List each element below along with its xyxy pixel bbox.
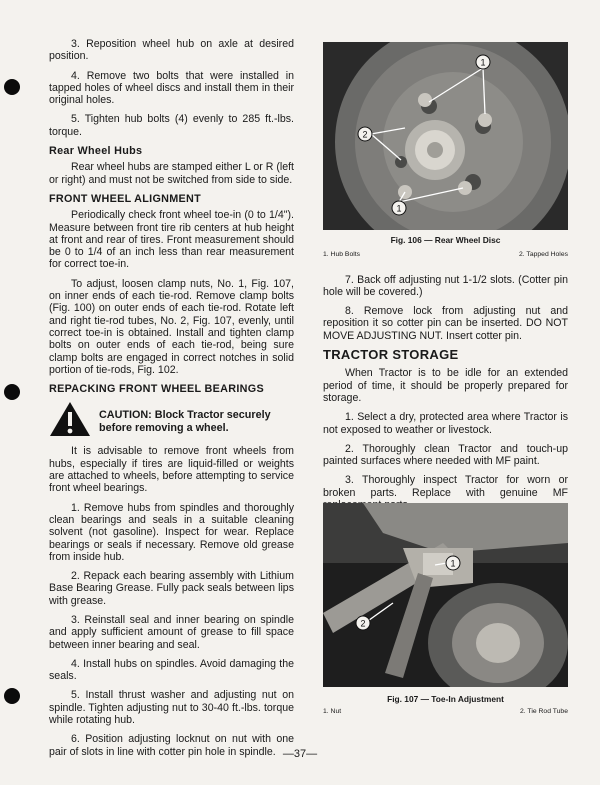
binder-hole-middle bbox=[4, 384, 20, 400]
warning-triangle-icon bbox=[49, 401, 91, 437]
repacking-step-5: 5. Install thrust washer and adjusting nut on spindle. Tighten adjusting nut to 30-40 ft.-lbs. torque while rotating hub. bbox=[49, 689, 294, 727]
right-column bbox=[323, 42, 568, 518]
fig107-callout-1: 1 bbox=[450, 558, 456, 569]
repacking-step-2: 2. Repack each bearing assembly with Lithium Base Bearing Grease. Fully pack seals between lips with grease. bbox=[49, 570, 294, 607]
alignment-heading: FRONT WHEEL ALIGNMENT bbox=[49, 192, 202, 205]
caution-text: CAUTION: Block Tractor securely before removing a wheel. bbox=[99, 409, 271, 434]
fig106-callout-1a: 1 bbox=[480, 57, 486, 68]
fig-107-caption: Fig. 107 — Toe-In Adjustment bbox=[387, 694, 504, 704]
storage-heading: TRACTOR STORAGE bbox=[323, 347, 459, 363]
repacking-step-6: 6. Position adjusting locknut on nut with one pair of slots in line with cotter pin hole in spindle. bbox=[49, 733, 294, 758]
binder-hole-bottom bbox=[4, 688, 20, 704]
fig-106-legend bbox=[323, 249, 568, 261]
storage-intro: When Tractor is to be idle for an extended period of time, it should be properly prepared for storage. bbox=[323, 367, 568, 404]
fig-107-legend-nut: 1. Nut bbox=[323, 708, 342, 715]
binder-hole-top bbox=[4, 79, 20, 95]
fig-106-caption: Fig. 106 — Rear Wheel Disc bbox=[390, 235, 501, 245]
fig106-callout-2: 2 bbox=[362, 129, 368, 140]
alignment-paragraph-1: Periodically check front wheel toe-in (0 to 1/4"). Measure between front tire rib centers at hub height at front and rear of tires. Front measurement should be 0 to 1/4 of an inch less than rear measurement for correct toe-in. bbox=[49, 209, 294, 271]
step-3-reposition: 3. Reposition wheel hub on axle at desired position. bbox=[49, 38, 294, 63]
fig-107-photo bbox=[323, 503, 568, 687]
toe-in-adjustment-photo bbox=[323, 503, 568, 687]
fig-106-photo bbox=[323, 42, 568, 230]
caution-box bbox=[49, 401, 294, 437]
fig107-callout-2: 2 bbox=[360, 618, 366, 629]
repacking-step-8: 8. Remove lock from adjusting nut and reposition it so cotter pin can be inserted. DO NOT MOVE ADJUSTING NUT. Insert cotter pin. bbox=[323, 305, 568, 342]
rear-wheel-disc-photo bbox=[323, 42, 568, 230]
rear-hubs-heading: Rear Wheel Hubs bbox=[49, 145, 143, 158]
left-column bbox=[49, 38, 294, 765]
fig-107-legend-tie-rod-tube: 2. Tie Rod Tube bbox=[520, 708, 568, 715]
repacking-step-4: 4. Install hubs on spindles. Avoid damaging the seals. bbox=[49, 657, 294, 683]
repacking-intro: It is advisable to remove front wheels from hubs, especially if tires are liquid-filled or weights are attached to wheels, before attempting to service front wheel bearings. bbox=[49, 445, 294, 495]
rear-hubs-text: Rear wheel hubs are stamped either L or R (left or right) and must not be switched from side to side. bbox=[49, 161, 294, 186]
repacking-step-1: 1. Remove hubs from spindles and thoroughly clean bearings and seals in a suitable cleaning solvent (not gasoline). Inspect for wear. Replace bearings or seals if necessary. Remove old grease from inside hub. bbox=[49, 501, 294, 563]
storage-step-2: 2. Thoroughly clean Tractor and touch-up painted surfaces where needed with MF paint. bbox=[323, 442, 568, 468]
alignment-paragraph-2: To adjust, loosen clamp nuts, No. 1, Fig. 107, on inner ends of each tie-rod. Remove clamp bolts (Fig. 100) on outer ends of each tie-rod. Rotate left and right tie-rod tubes, No. 2, Fig. 107, evenly, until correct toe-in is obtained. Install and tighten clamp bolts on outer ends of each tie-rod, being sure clamp bolts are engaged in correct notches in solid portion of tie-rods, Fig. 102. bbox=[49, 277, 294, 376]
storage-step-3: 3. Thoroughly inspect Tractor for worn or broken parts. Replace with genuine MF bbox=[323, 474, 568, 499]
repacking-step-7: 7. Back off adjusting nut 1-1/2 slots. (Cotter pin hole will be covered.) bbox=[323, 273, 568, 298]
step-5-tighten: 5. Tighten hub bolts (4) evenly to 285 ft.-lbs. torque. bbox=[49, 113, 294, 138]
fig-107-legend bbox=[323, 708, 568, 715]
repacking-heading: REPACKING FRONT WHEEL BEARINGS bbox=[49, 383, 264, 396]
fig-106-legend-hub-bolts: 1. Hub Bolts bbox=[323, 251, 361, 259]
storage-step-1: 1. Select a dry, protected area where Tractor is not exposed to weather or livestock. bbox=[323, 411, 568, 436]
page-number: —37— bbox=[282, 748, 318, 760]
fig-106-legend-tapped-holes: 2. Tapped Holes bbox=[519, 251, 568, 259]
fig106-callout-1b: 1 bbox=[396, 203, 402, 214]
repacking-step-3: 3. Reinstall seal and inner bearing on spindle and apply sufficient amount of grease to fill space between inner bearing and seal. bbox=[49, 613, 294, 651]
step-4-remove-bolts: 4. Remove two bolts that were installed in tapped holes of wheel discs and install them in their original holes. bbox=[49, 69, 294, 107]
